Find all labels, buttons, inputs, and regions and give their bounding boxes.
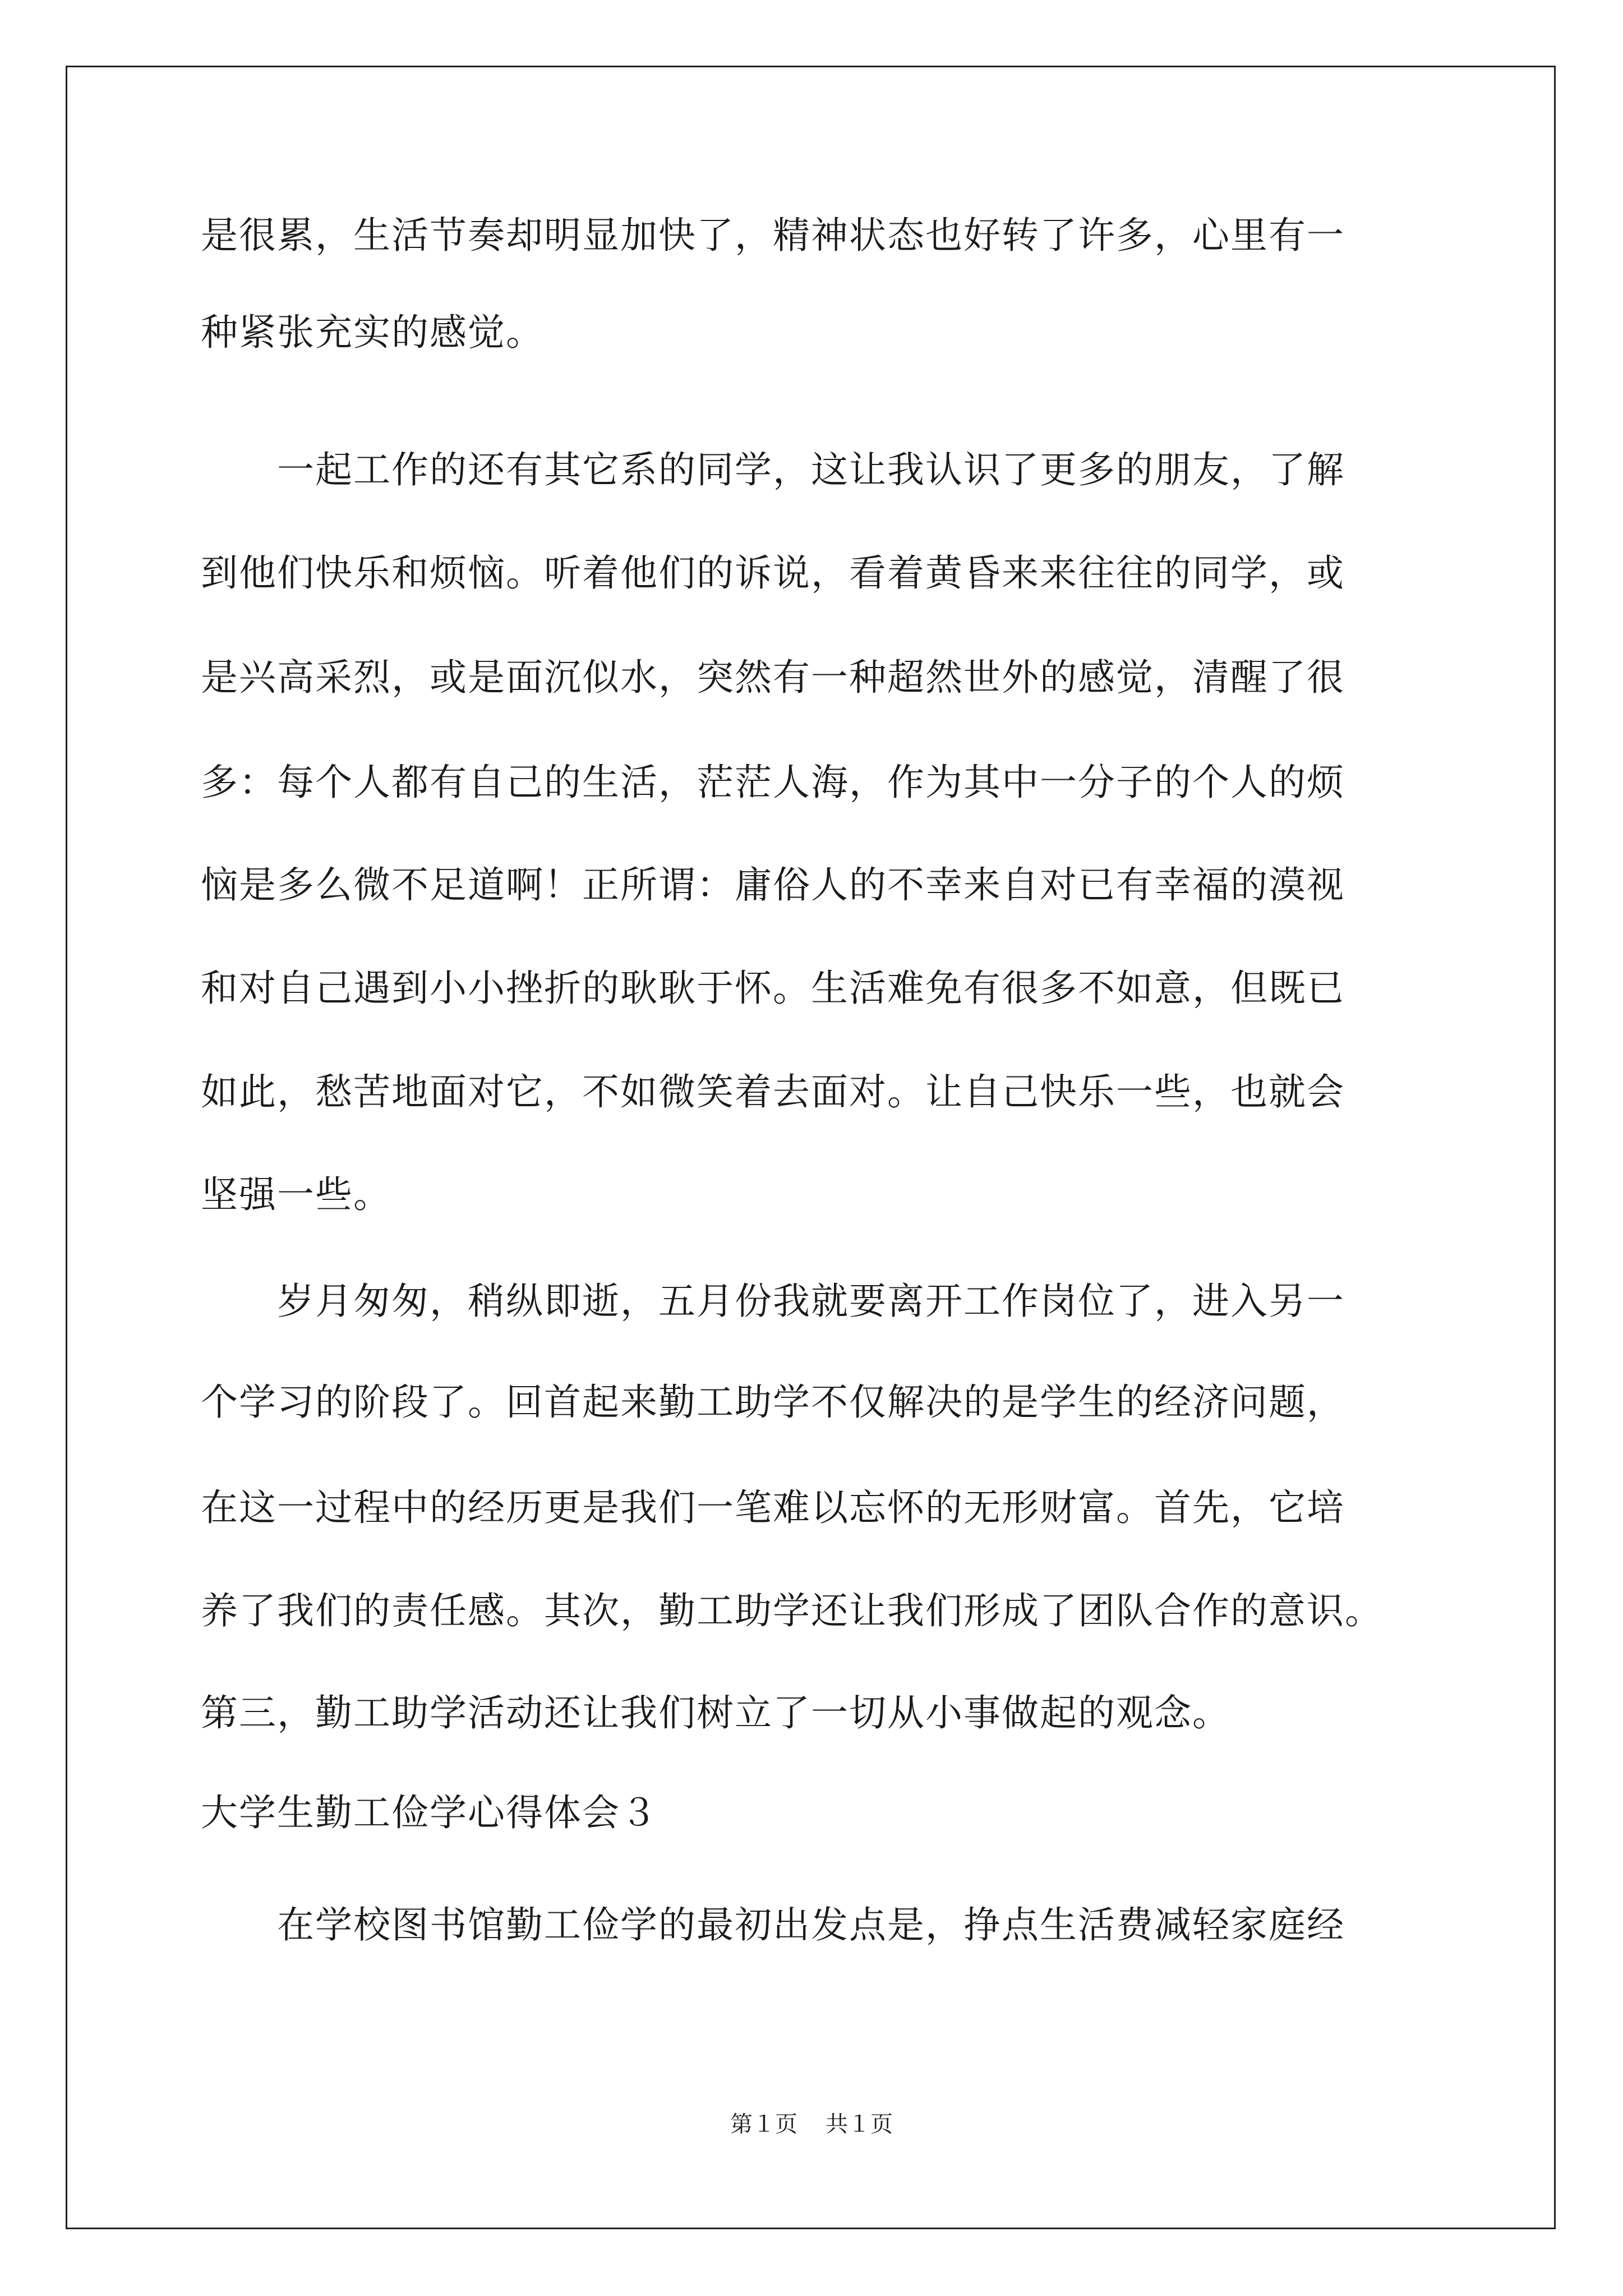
page-footer — [0, 2110, 1623, 2138]
text-line: 在学校图书馆勤工俭学的最初出发点是，挣点生活费减轻家庭经 — [201, 1903, 1345, 1947]
text-line: 养了我们的责任感。其次，勤工助学还让我们形成了团队合作的意识。 — [201, 1589, 1383, 1632]
text-line: 到他们快乐和烦恼。听着他们的诉说，看着黄昏来来往往的同学，或 — [201, 551, 1345, 595]
text-line: 坚强一些。 — [201, 1173, 391, 1216]
page-number-total: 共１页 — [826, 2111, 893, 2137]
text-line: 在这一过程中的经历更是我们一笔难以忘怀的无形财富。首先，它培 — [201, 1486, 1345, 1529]
text-line: 多：每个人都有自己的生活，茫茫人海，作为其中一分子的个人的烦 — [201, 761, 1345, 804]
text-line: 恼是多么微不足道啊！正所谓：庸俗人的不幸来自对已有幸福的漠视 — [201, 863, 1345, 907]
text-line: 岁月匆匆，稍纵即逝，五月份我就要离开工作岗位了，进入另一 — [201, 1280, 1345, 1323]
text-line: 和对自己遇到小小挫折的耿耿于怀。生活难免有很多不如意，但既已 — [201, 967, 1345, 1010]
text-line: 是很累，生活节奏却明显加快了，精神状态也好转了许多，心里有一 — [201, 214, 1345, 257]
section-heading: 大学生勤工俭学心得体会３ — [201, 1791, 658, 1834]
text-line: 个学习的阶段了。回首起来勤工助学不仅解决的是学生的经济问题， — [201, 1381, 1345, 1424]
text-line: 第三，勤工助学活动还让我们树立了一切从小事做起的观念。 — [201, 1691, 1230, 1734]
text-line: 是兴高采烈，或是面沉似水，突然有一种超然世外的感觉，清醒了很 — [201, 656, 1345, 699]
page-number-current: 第１页 — [730, 2111, 797, 2137]
text-line: 种紧张充实的感觉。 — [201, 311, 544, 354]
text-line: 如此，愁苦地面对它，不如微笑着去面对。让自己快乐一些，也就会 — [201, 1070, 1345, 1114]
text-line: 一起工作的还有其它系的同学，这让我认识了更多的朋友，了解 — [201, 448, 1345, 491]
